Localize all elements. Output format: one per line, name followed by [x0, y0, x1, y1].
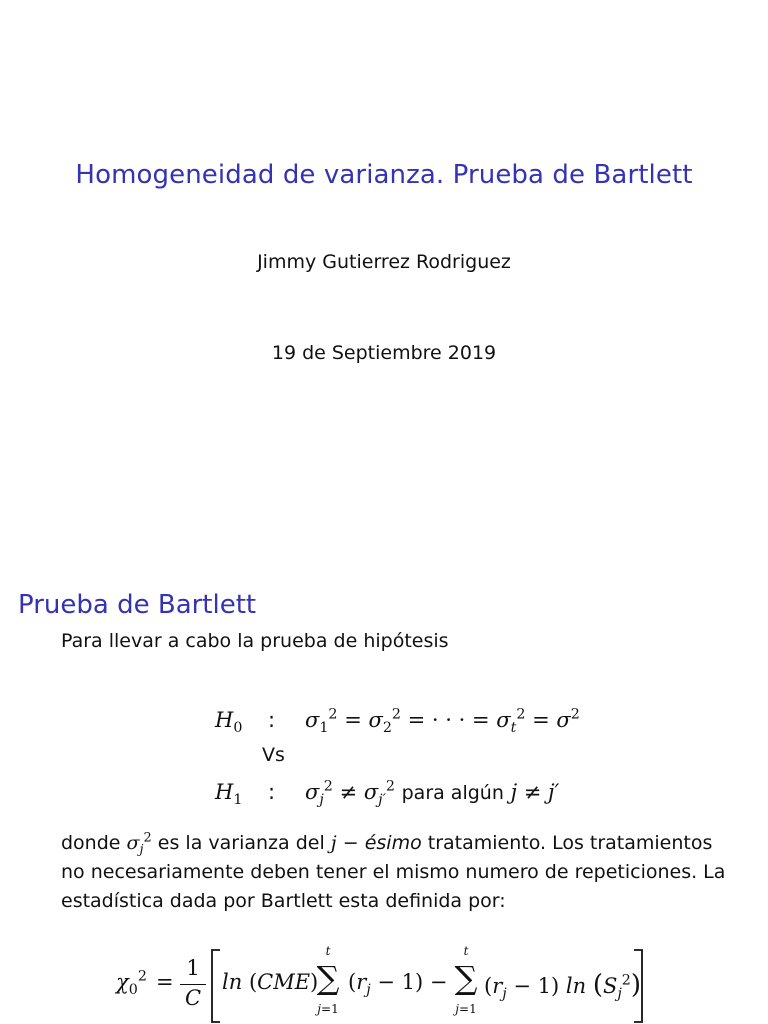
h0-colon: : [268, 708, 276, 732]
author-name: Jimmy Gutierrez Rodriguez [257, 251, 511, 273]
h0-row [0, 708, 768, 738]
equals-sign: = [156, 970, 174, 994]
chi-square-symbol: $\chi_0^2$ [116, 968, 147, 998]
h1-text: para algún [401, 782, 504, 804]
sum1-lower: j=1 [317, 1002, 339, 1016]
sum2-upper: t [463, 944, 469, 958]
paragraph-line-2: no necesariamente deben tener el mismo numero de repeticiones. La [61, 861, 726, 883]
fraction-numerator: 1 [186, 956, 200, 980]
sum2-lower: j=1 [455, 1002, 477, 1016]
sum1-term: $(r_j - 1)$ − [348, 970, 448, 998]
sum1-upper: t [325, 944, 331, 958]
left-bracket-icon [208, 948, 222, 1024]
h0-label: $H_0$ [215, 708, 243, 736]
vs-label: Vs [262, 744, 285, 766]
explanation-paragraph [61, 829, 726, 916]
slide-title: Homogeneidad de varianza. Prueba de Bartlett [75, 160, 693, 190]
sum1-icon: ∑ [316, 959, 340, 997]
h1-row [0, 780, 768, 810]
sum2-term: $(r_j - 1)$ $\ln (S_j^2)$ [484, 970, 642, 1002]
h1-colon: : [268, 780, 276, 804]
fraction-bar [180, 984, 206, 985]
paragraph-line-1: donde $\sigma_j^2$ es la varianza del j − ésimo tratamiento. Los tratamientos [61, 830, 713, 858]
paragraph-line-3: estadística dada por Bartlett esta definida por: [61, 890, 506, 912]
ln-cme-term: ln (CME) [222, 970, 319, 994]
h1-label: $H_1$ [215, 780, 243, 808]
h1-expression: $\sigma_j^2 \ne \sigma_{j'}^2$ para algún j ≠ j′ [305, 778, 560, 808]
right-bracket-icon [632, 948, 646, 1024]
frame-title: Prueba de Bartlett [18, 590, 257, 620]
fraction-denominator: C [184, 986, 202, 1010]
sum2-icon: ∑ [454, 959, 478, 997]
h0-expression: $\sigma_1^2 = \sigma_2^2$ = · · · = $\sigma_t^2 = \sigma^2$ [305, 706, 580, 736]
presentation-date: 19 de Septiembre 2019 [271, 342, 497, 364]
bartlett-formula [116, 944, 656, 1024]
intro-text: Para llevar a cabo la prueba de hipótesis [61, 630, 449, 652]
